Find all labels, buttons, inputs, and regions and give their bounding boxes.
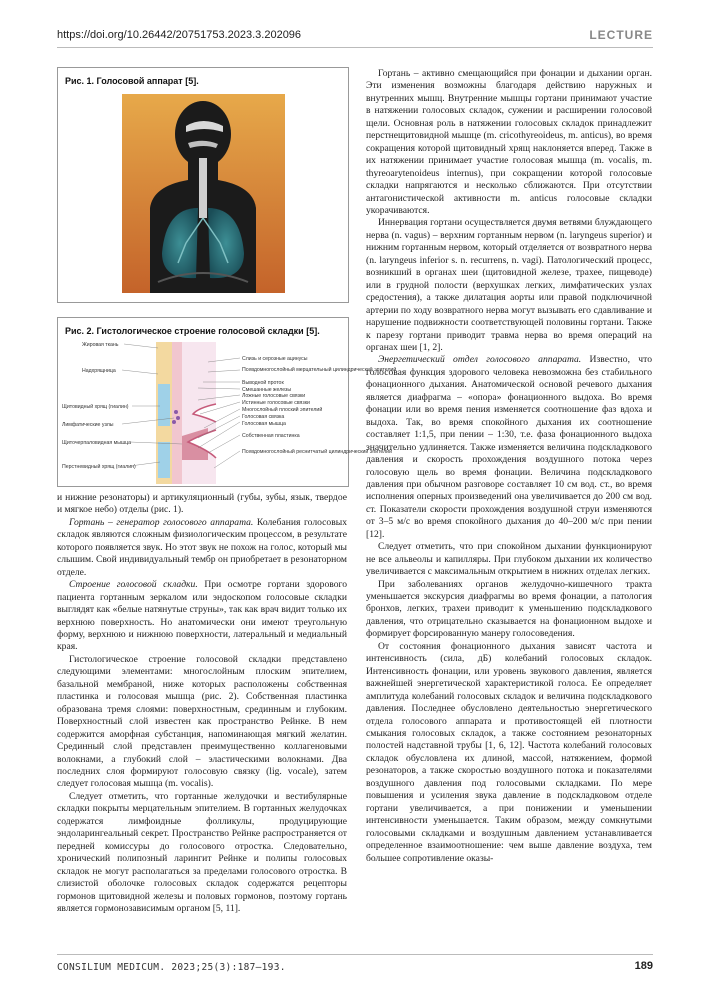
paragraph: Гистологическое строение голосовой складки представлено следующими элементами: многослойным плоским эпителием, базальной мембраной, ниже которых расположены собственная пластинка и голосовая мышца (рис. 2). Собственная пластинка образована тремя слоями: поверхностным, срединным и глубоким. Поверхностный слой известен как пространство Рейнке. В нем содержится аморфная субстанция, напоминающая мягкий желатин. Срединный слой представлен преимущественно коллагеновыми волокнами, а глубокий слой – эластическими волокнами. Два последних слоя формируют голосовую связку (lig. vocale), затем следует голосовая мышца (m. vocalis).: [57, 653, 347, 790]
paragraph: [366, 354, 652, 541]
label-cricoid-cartilage: Перстневидный хрящ (гиалин): [62, 464, 136, 470]
vocal-fold-histology-diagram: [58, 318, 397, 486]
paragraph: Гортань – активно смещающийся при фонации и дыхании орган. Эти изменения возможны благодаря действию наружных и внутренних мышц. Внутренние мышцы гортани принимают участие в натяжении голосовых складок, сужении и расширении голосовой щели. Основная роль в натяжении голосовых складок принадлежит перстнещитовидной мышце (m. cricothyreoideus, m. anticus), во время сокращения которой щитовидный хрящ наклоняется вперед. Также в их натяжении принимает участие голосовая мышца (m. vocalis, m. thyreoarytenoideus internus), при сокращении которой голосовые складки напрягаются и несколько сближаются. При отсутствии антагонистической активности m. anticus голосовые складки укорачиваются.: [366, 68, 652, 216]
left-column: [57, 492, 347, 915]
paragraph: При заболеваниях органов желудочно-кишечного тракта уменьшается экскурсия диафрагмы во время фонации, а патология бронхов, легких, трахеи приводит к уменьшению подскладкового давления, что отрицательно сказывается на фонационном выдохе и формирует форсированную манеру голосоведения.: [366, 578, 652, 640]
figure-1-caption: Рис. 1. Голосовой аппарат [5].: [65, 76, 199, 86]
label-thyroid-cartilage: Щитовидный хрящ (гиалин): [62, 404, 129, 410]
paragraph-heading: Строение голосовой складки.: [69, 579, 198, 591]
paragraph-body: Колебания голосовых складок являются сложным физиологическим процессом, в результате которого появляется звук. Но этот звук не похож на голос, который мы слышим. Свой индивидуальный тембр он приобретает в резонаторном отделе.: [57, 516, 347, 578]
label-lamina-propria: Собственная пластинка: [242, 433, 300, 439]
paragraph-heading: Гортань – генератор голосового аппарата.: [69, 516, 254, 528]
figure-2-caption: Рис. 2. Гистологическое строение голосовой складки [5].: [65, 326, 320, 336]
vocal-apparatus-illustration: [58, 68, 348, 302]
label-lymph-nodes: Лимфатические узлы: [62, 422, 114, 428]
label-thyroarytenoid-muscle: Щиточерпаловидная мышца: [62, 440, 131, 446]
label-vocal-ligament: Голосовая связка: [242, 414, 285, 420]
figure-1: [57, 67, 349, 303]
label-false-vocal-cords: Ложные голосовые связки: [242, 393, 306, 399]
label-perichondrium: Надхрящница: [82, 368, 116, 374]
paragraph: [57, 517, 347, 579]
paragraph: Следует отметить, что гортанные желудочки и вестибулярные складки покрыты мерцательным эпителием. В гортанных желудочках содержатся лимфоидные фолликулы, продуцирующие эндоларингеальный секрет. Пространство Рейнке распространяется от передней комиссуры до голосового отростка. Следовательно, хронический полипозный ларингит Рейнке и полипы голосовых складок не могут располагаться за пределами голосового отростка. В слизистой оболочке голосовых складок содержатся рецепторы гормонов щитовидной железы и половых гормонов, поэтому гортань является гормонозависимым органом [5, 11].: [57, 790, 347, 914]
figure-2: [57, 317, 397, 487]
paragraph-heading: Энергетический отдел голосового аппарата.: [378, 354, 582, 366]
header-divider: [57, 47, 653, 48]
paragraph-body: При осмотре гортани здорового пациента гортанным зеркалом или эндоскопом голосовые складки выглядят как «белые натянутые струны», так как врач видит только их верхнюю поверхность. Но анатомически они имеют треугольную форму, верхнюю и нижнюю поверхности, латеральный и медиальный края.: [57, 579, 347, 653]
label-pseudostratified-cylindrical-epithelium: Псевдомногослойный реснитчатый цилиндрический эпителий: [242, 449, 392, 455]
label-excretory-duct: Выводной проток: [242, 380, 284, 386]
journal-citation: CONSILIUM MEDICUM. 2023;25(3):187–193.: [57, 962, 286, 973]
paragraph-body: Известно, что голосовая функция здорового человека невозможна без стабильного фонационного дыхания. Анатомической основой речевого дыхания является диафрагма – «опора» фонационного выдоха. Во время фонации или во время пения изменяется соотношение фаз вдоха и выдоха. Так, во время спокойного дыхания их соотношение составляет 1:1,5, при пении – 1:30, т.е. фаза фонационного выдоха значительно удлиняется. Также изменяется величина подскладкового давления и скорость прохождения воздушного потока через голосовую щель во время фонации. Величина подскладкового давления при обычном разговоре составляет 10 см вод. ст., во время исполнения оперных произведений она увеличивается до 200 см вод. ст. Показатели скорости прохождения воздушной струи изменяются от 3–5 м/с во время спокойного дыхания до 40–200 м/с при пении [12].: [366, 354, 652, 540]
footer-divider: [57, 954, 653, 955]
page-number: 189: [634, 960, 653, 972]
label-mucus-serous-acini: Слизь и серозные ацинусы: [242, 356, 308, 362]
right-column: [366, 68, 652, 865]
paragraph: Следует отметить, что при спокойном дыхании функционируют не все альвеолы и капилляры. При глубоком дыхании их количество увеличивается с максимальным открытием в нижних отделах легких.: [366, 541, 652, 578]
label-mixed-glands: Смешанные железы: [242, 387, 292, 393]
paragraph: [57, 579, 347, 654]
label-pseudostratified-ciliated-epithelium: Псевдомногослойный мерцательный цилиндрический эпителий: [242, 367, 397, 373]
label-fat-tissue: Жировая ткань: [82, 342, 119, 348]
paragraph: От состояния фонационного дыхания зависят частота и интенсивность (сила, дБ) колебаний голосовых складок. Интенсивность фонации, или уровень звукового давления, является важнейшей энергетической характеристикой голоса. Ее определяет амплитуда колебаний голосовых складок и величина подскладкового давления. Последнее обусловлено деятельностью энергетического отдела голосового аппарата и противостоящей ей плотности смыкания голосовых складок, а также состоянием резонаторных полостей надставной трубы [1, 6, 12]. Частота колебаний голосовых складок обусловлена их длиной, массой, натяжением, формой резонаторов, а также скоростью воздушного потока и показателями воздушного давления под голосовыми складками. По мере повышения и усиления звука давление в подскладковом отделе гортани увеличивается, а при понижении и уменьшении интенсивности уменьшается. Таким образом, между сомкнутыми голосовыми складками и воздушным давлением устанавливается определенное взаимоотношение: чем выше давление воздуха, тем большее сопротивление оказы-: [366, 640, 652, 864]
doi-link[interactable]: https://doi.org/10.26442/20751753.2023.3.202096: [57, 29, 302, 41]
paragraph: и нижние резонаторы) и артикуляционный (губы, зубы, язык, твердое и мягкое небо) отделы (рис. 1).: [57, 492, 347, 516]
label-true-vocal-cords: Истинные голосовые связки: [242, 400, 310, 406]
section-label: LECTURE: [589, 28, 653, 42]
paragraph: Иннервация гортани осуществляется двумя ветвями блуждающего нерва (n. vagus) – верхним гортанным нервом (n. laryngeus superior) и нижним гортанным нервом, который отделяется от возвратного нерва (n. laryngeus inferior s. n. recurrens, n. vagi). Патологический процесс, возникший в органах шеи (щитовидной железе, трахее, пищеводе) или в грудной полости (верхушках легких, лимфатических узлах средостения), а также дилатация аорты или правой подключичной артерии по ходу возвратного нерва могут вызывать его сдавливание и нарушение подвижности соответствующей половины гортани. Также к парезу гортани приводит травма нерва во время операций на органах шеи [1, 2].: [366, 217, 652, 353]
label-stratified-squamous-epithelium: Многослойный плоский эпителий: [242, 407, 323, 413]
label-vocal-muscle: Голосовая мышца: [242, 421, 286, 427]
